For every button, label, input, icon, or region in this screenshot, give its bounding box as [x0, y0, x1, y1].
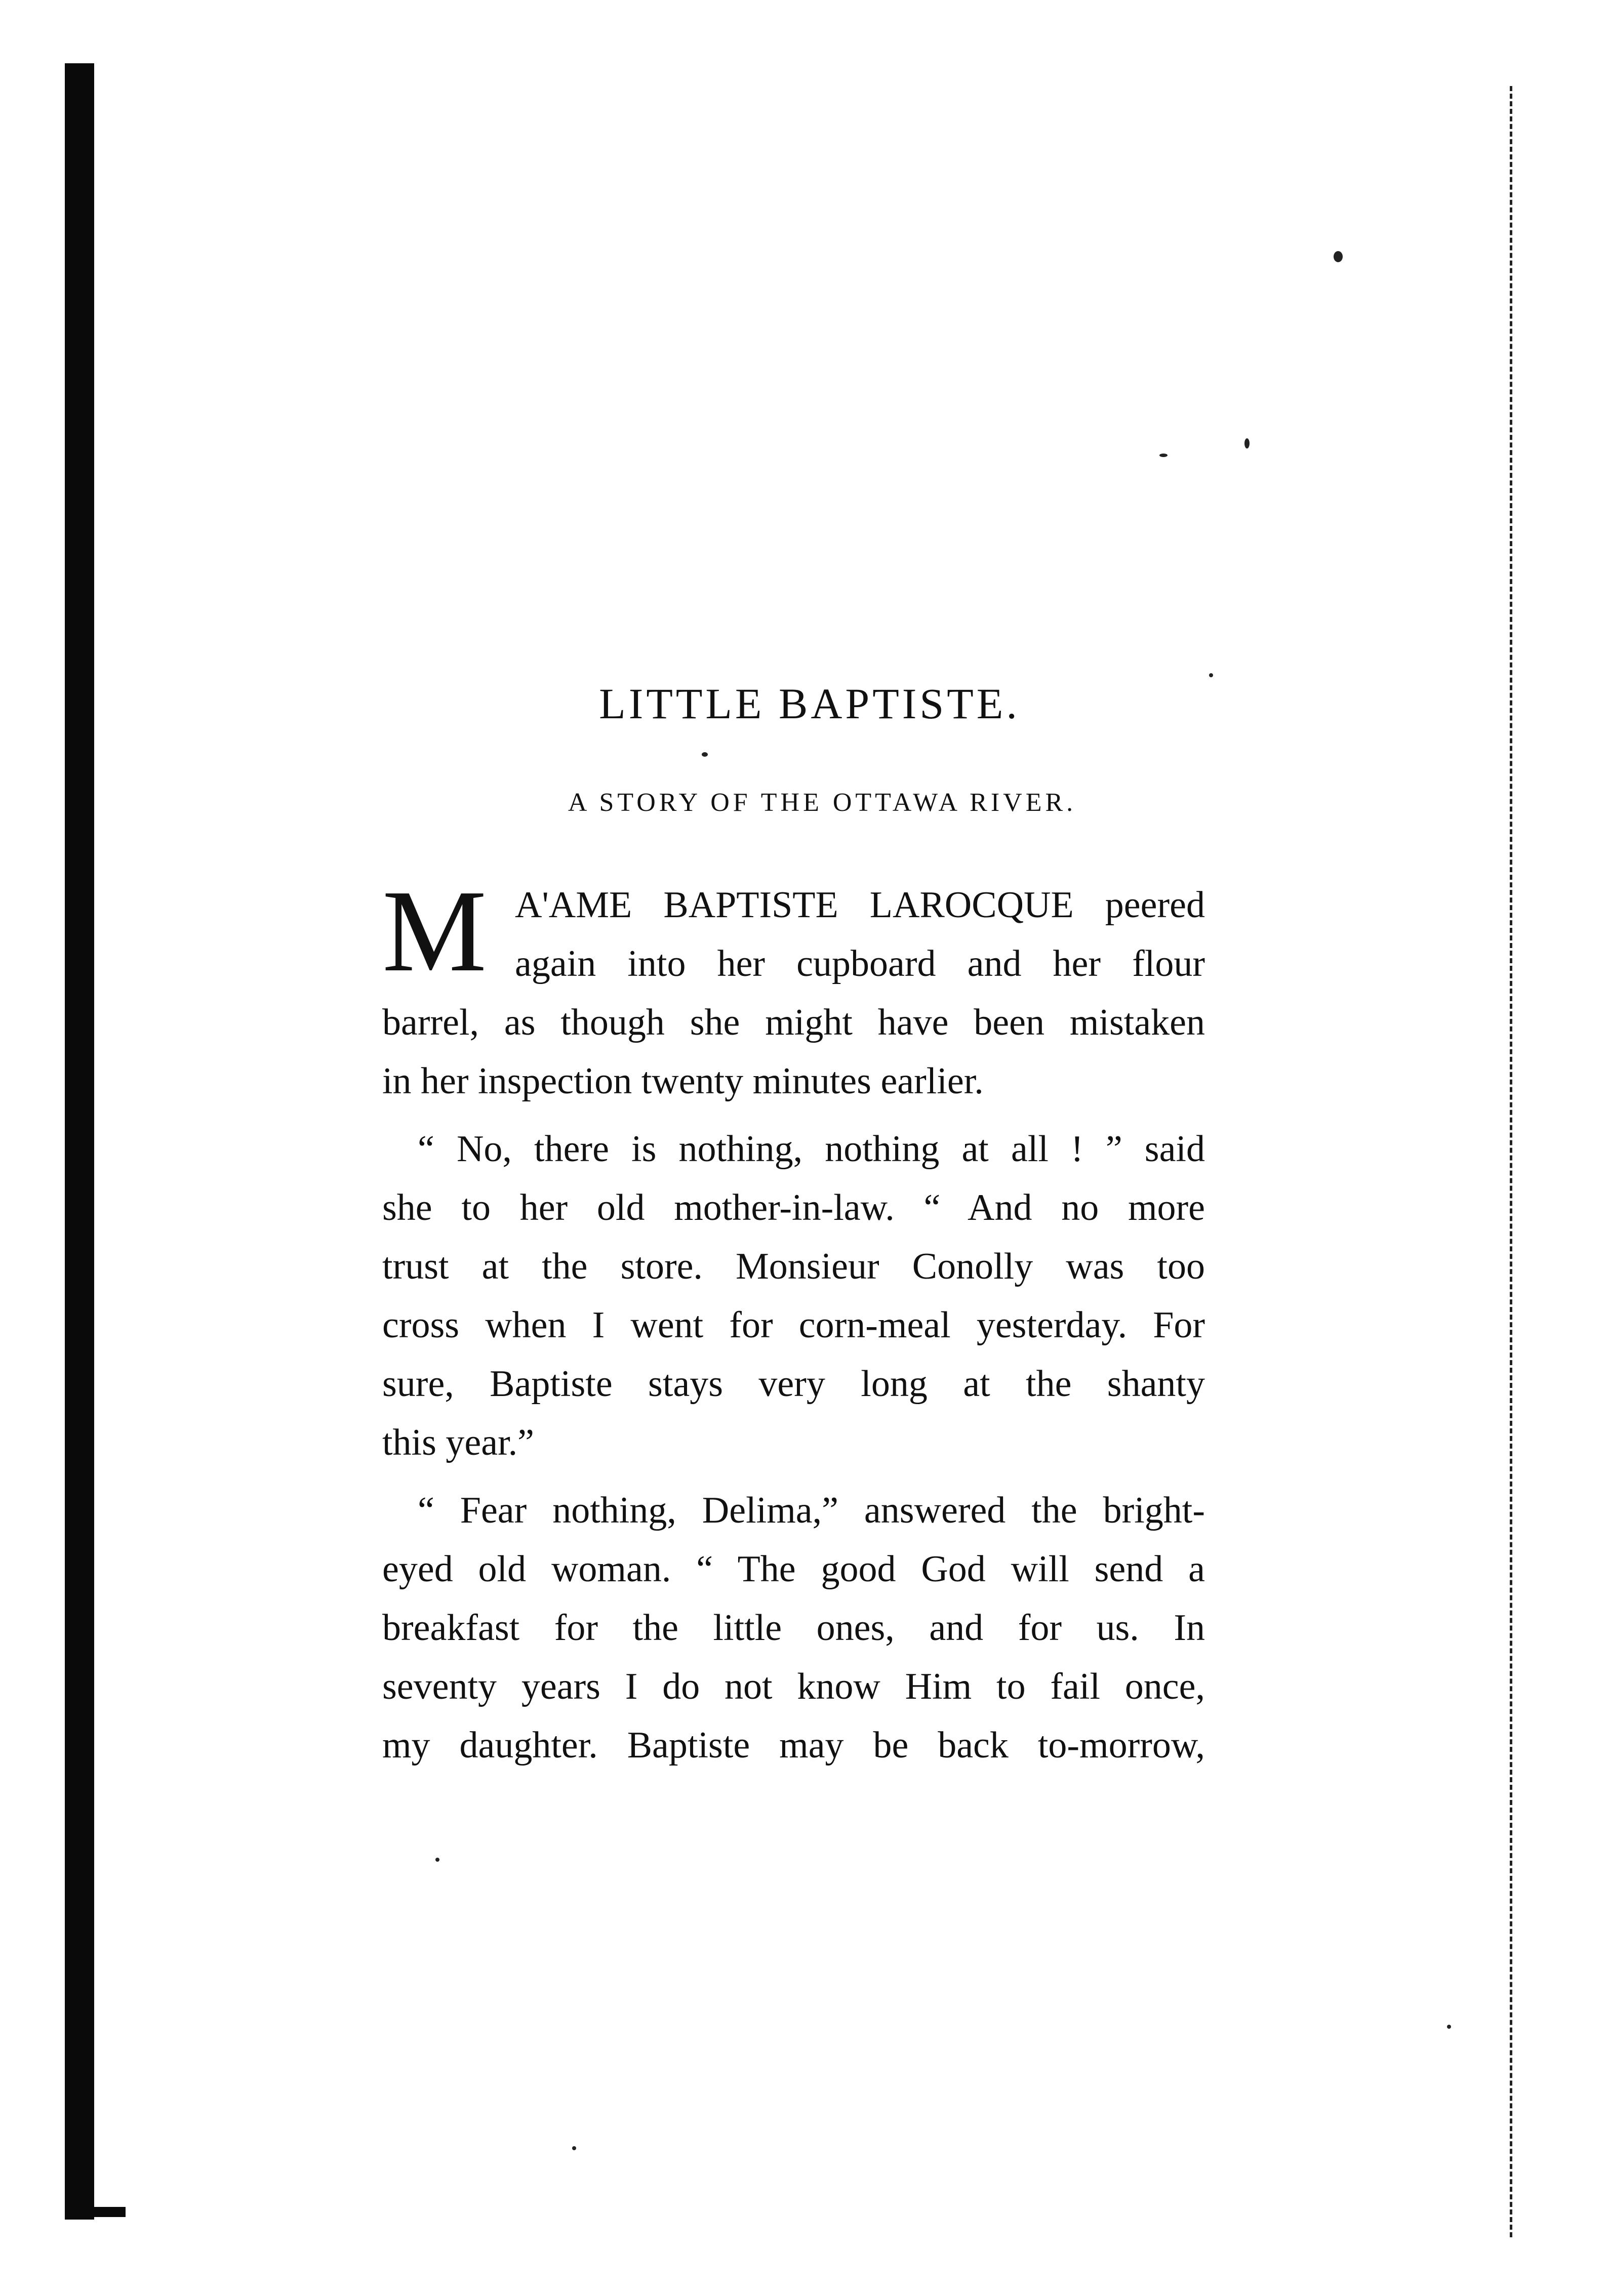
- text-line: “ Fear nothing, Delima,” answered the bright-: [418, 1490, 1205, 1531]
- page-edge-right: [1510, 86, 1512, 2237]
- text-line: cross when I went for corn-meal yesterday. For: [382, 1304, 1205, 1346]
- scan-speck: [1159, 454, 1168, 457]
- text-line: barrel, as though she might have been mistaken: [382, 1002, 1205, 1043]
- text-line: A'AME BAPTISTE LAROCQUE peered: [515, 884, 1205, 926]
- scan-speck: [1447, 2025, 1451, 2029]
- scan-speck: [1209, 673, 1213, 677]
- scan-speck: [572, 2146, 576, 2150]
- text-line: seventy years I do not know Him to fail once,: [382, 1666, 1205, 1707]
- paragraph: [382, 1481, 1205, 1775]
- binding-shadow-foot: [65, 2207, 126, 2217]
- text-line: again into her cupboard and her flour: [515, 943, 1205, 985]
- scan-speck: [435, 1858, 439, 1862]
- text-line: my daughter. Baptiste may be back to-morrow,: [382, 1725, 1205, 1766]
- chapter-title: LITTLE BAPTISTE.: [599, 679, 1020, 728]
- text-line: trust at the store. Monsieur Conolly was too: [382, 1246, 1205, 1287]
- text-line: eyed old woman. “ The good God will send a: [382, 1548, 1205, 1590]
- binding-shadow-left: [65, 63, 94, 2220]
- chapter-subtitle: A STORY OF THE OTTAWA RIVER.: [568, 788, 1077, 817]
- text-line: breakfast for the little ones, and for us. In: [382, 1607, 1205, 1649]
- text-line: she to her old mother-in-law. “ And no more: [382, 1187, 1205, 1228]
- paragraph: [382, 866, 1205, 1111]
- drop-cap: M: [382, 866, 487, 996]
- paragraph: [382, 1120, 1205, 1472]
- scan-speck: [1244, 438, 1250, 448]
- text-line: “ No, there is nothing, nothing at all ! ” said: [418, 1128, 1205, 1170]
- body-text: [382, 866, 1205, 1775]
- text-line: in her inspection twenty minutes earlier.: [382, 1060, 984, 1102]
- scan-speck: [702, 752, 708, 757]
- scan-speck: [1334, 251, 1343, 262]
- text-line: this year.”: [382, 1422, 535, 1463]
- text-line: sure, Baptiste stays very long at the shanty: [382, 1363, 1205, 1405]
